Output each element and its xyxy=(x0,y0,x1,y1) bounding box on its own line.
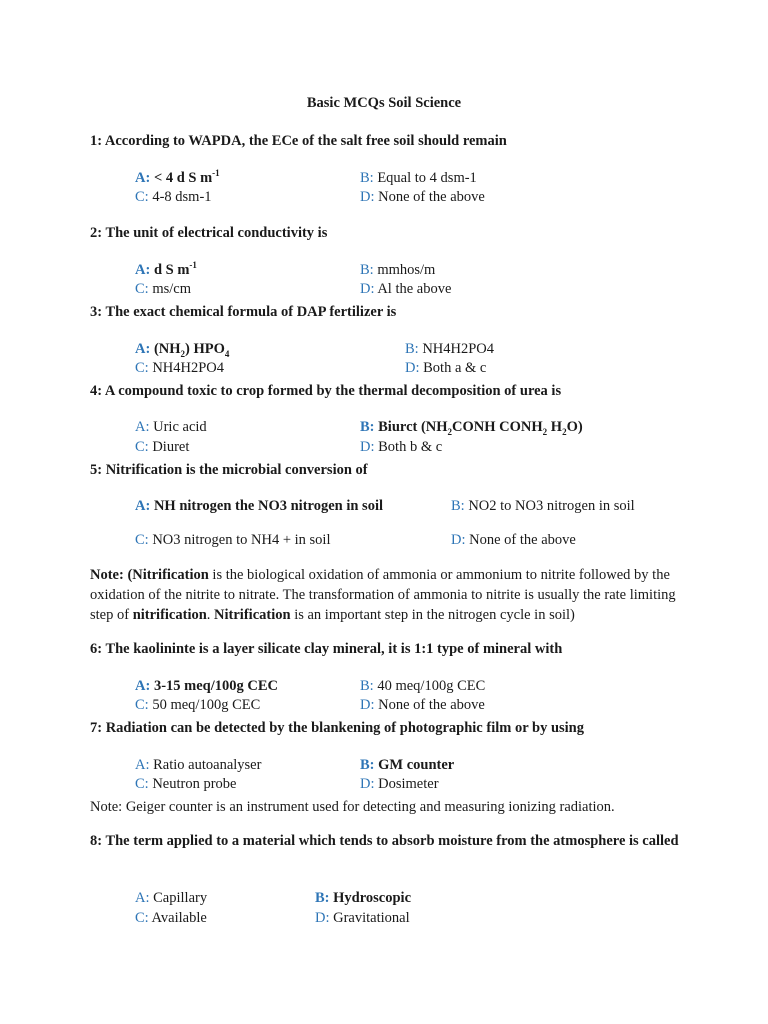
q8-option-c xyxy=(135,910,207,927)
option-text: NH4H2PO4 xyxy=(422,341,495,357)
note-text: is an important step in the nitrogen cycle in soil) xyxy=(290,607,575,623)
option-text: Both a & c xyxy=(423,360,487,376)
q6-option-a xyxy=(135,678,278,695)
question-3: 3: The exact chemical formula of DAP fertilizer is xyxy=(90,304,397,320)
option-letter: A: xyxy=(135,678,151,694)
q4-option-c xyxy=(135,439,189,456)
q1-option-d xyxy=(360,189,485,206)
q7-option-d xyxy=(360,776,439,793)
q2-option-a xyxy=(135,262,197,279)
note-nitrification xyxy=(90,565,680,625)
option-letter: B: xyxy=(360,262,374,278)
option-letter: A: xyxy=(135,498,151,514)
option-letter: C: xyxy=(135,439,149,455)
q5-option-a xyxy=(135,498,383,515)
option-letter: C: xyxy=(135,360,149,376)
option-letter: C: xyxy=(135,910,149,926)
q5-option-c xyxy=(135,532,330,549)
option-text: d S m xyxy=(153,262,190,278)
option-letter: B: xyxy=(405,341,419,357)
page-title: Basic MCQs Soil Science xyxy=(306,95,462,111)
q2-option-d xyxy=(360,281,451,298)
question-5: 5: Nitrification is the microbial conversion of xyxy=(90,462,368,478)
option-text: Equal to 4 dsm-1 xyxy=(377,170,477,186)
option-text: ) HPO xyxy=(185,341,225,357)
option-text: 40 meq/100g CEC xyxy=(377,678,486,694)
q8-option-d xyxy=(315,910,410,927)
question-8: 8: The term applied to a material which tends to absorb moisture from the atmosphere is called xyxy=(90,833,679,849)
option-letter: A: xyxy=(135,757,150,773)
note-text: Note: ( xyxy=(90,567,133,583)
option-text: < 4 d S m xyxy=(153,170,213,186)
option-letter: A: xyxy=(135,419,150,435)
q4-option-a xyxy=(135,419,207,436)
question-7: 7: Radiation can be detected by the blankening of photographic film or by using xyxy=(90,720,584,736)
option-text: GM counter xyxy=(378,757,455,773)
option-letter: A: xyxy=(135,170,151,186)
option-letter: A: xyxy=(135,890,150,906)
option-letter: D: xyxy=(360,439,375,455)
option-letter: D: xyxy=(360,281,375,297)
q5-option-d xyxy=(451,532,576,549)
option-letter: D: xyxy=(360,776,375,792)
q6-option-b xyxy=(360,678,485,695)
option-letter: B: xyxy=(451,498,465,514)
option-text: CONH CONH xyxy=(452,419,543,435)
q6-option-d xyxy=(360,697,485,714)
superscript: -1 xyxy=(189,260,197,271)
q8-option-a xyxy=(135,890,207,907)
q3-option-d xyxy=(405,360,486,377)
option-letter: B: xyxy=(360,170,374,186)
note-text: is the biological oxidation of ammonia or ammonium to nitrite followed by the oxidation of the nitrite to nitrate. The transformation of ammonia to nitrite is usually the rate limiting step of xyxy=(90,567,676,623)
subscript: 2 xyxy=(180,348,186,359)
question-1: 1: According to WAPDA, the ECe of the salt free soil should remain xyxy=(90,133,507,149)
option-letter: C: xyxy=(135,189,149,205)
option-text: Available xyxy=(151,910,207,926)
option-letter: C: xyxy=(135,697,149,713)
option-letter: A: xyxy=(135,341,151,357)
option-text: Both b & c xyxy=(378,439,443,455)
q5-option-b xyxy=(451,498,635,515)
option-text: NO3 nitrogen to NH4 + in soil xyxy=(152,532,331,548)
question-2: 2: The unit of electrical conductivity is xyxy=(90,225,328,241)
option-text: O) xyxy=(566,419,583,435)
q6-option-c xyxy=(135,697,260,714)
option-letter: C: xyxy=(135,532,149,548)
option-letter: B: xyxy=(360,757,375,773)
q1-option-c xyxy=(135,189,212,206)
option-text: Ratio autoanalyser xyxy=(153,757,262,773)
note-text: . xyxy=(206,607,215,623)
q7-option-c xyxy=(135,776,236,793)
note-geiger-counter: Note: Geiger counter is an instrument used for detecting and measuring ionizing radiation. xyxy=(90,799,615,815)
q7-option-a xyxy=(135,757,261,774)
option-text: Gravitational xyxy=(333,910,410,926)
option-text: 3-15 meq/100g CEC xyxy=(153,678,278,694)
option-text: NO2 to NO3 nitrogen in soil xyxy=(468,498,635,514)
option-text: Uric acid xyxy=(153,419,207,435)
option-text: H xyxy=(547,419,563,435)
q4-option-b xyxy=(360,419,583,436)
option-text: (NH xyxy=(153,341,181,357)
subscript: 2 xyxy=(562,426,567,437)
q8-option-b xyxy=(315,890,411,907)
option-letter: D: xyxy=(405,360,420,376)
option-text: None of the above xyxy=(469,532,576,548)
subscript: 2 xyxy=(542,426,548,437)
option-text: Dosimeter xyxy=(378,776,439,792)
option-text: Biurct (NH xyxy=(378,419,448,435)
option-letter: A: xyxy=(135,262,151,278)
note-text: Nitrification xyxy=(132,567,209,583)
option-text: Neutron probe xyxy=(152,776,237,792)
option-letter: B: xyxy=(315,890,330,906)
note-text: nitrification xyxy=(132,607,207,623)
q2-option-b xyxy=(360,262,435,279)
q1-option-b xyxy=(360,170,477,187)
option-text: NH nitrogen the NO3 nitrogen in soil xyxy=(153,498,383,514)
option-text: None of the above xyxy=(378,697,485,713)
option-text: 50 meq/100g CEC xyxy=(152,697,261,713)
option-letter: B: xyxy=(360,419,375,435)
option-text: NH4H2PO4 xyxy=(152,360,225,376)
q4-option-d xyxy=(360,439,442,456)
option-letter: D: xyxy=(360,189,375,205)
q3-option-c xyxy=(135,360,224,377)
option-text: 4-8 dsm-1 xyxy=(152,189,212,205)
option-letter: C: xyxy=(135,281,149,297)
option-letter: D: xyxy=(360,697,375,713)
option-letter: D: xyxy=(451,532,466,548)
q3-option-a xyxy=(135,341,229,358)
q2-option-c xyxy=(135,281,191,298)
option-text: Diuret xyxy=(152,439,190,455)
option-letter: D: xyxy=(315,910,330,926)
q3-option-b xyxy=(405,341,494,358)
question-4: 4: A compound toxic to crop formed by the thermal decomposition of urea is xyxy=(90,383,562,399)
subscript: 2 xyxy=(447,426,453,437)
option-text: mmhos/m xyxy=(377,262,436,278)
note-text: Nitrification xyxy=(214,607,291,623)
option-letter: C: xyxy=(135,776,149,792)
option-text: Hydroscopic xyxy=(333,890,411,906)
subscript: 4 xyxy=(224,348,230,359)
superscript: -1 xyxy=(212,168,220,179)
option-text: Capillary xyxy=(153,890,208,906)
option-text: ms/cm xyxy=(152,281,191,297)
option-text: Al the above xyxy=(377,281,452,297)
option-text: None of the above xyxy=(378,189,485,205)
q1-option-a xyxy=(135,170,220,187)
q7-option-b xyxy=(360,757,454,774)
option-letter: B: xyxy=(360,678,374,694)
question-6: 6: The kaolininte is a layer silicate clay mineral, it is 1:1 type of mineral with xyxy=(90,641,563,657)
